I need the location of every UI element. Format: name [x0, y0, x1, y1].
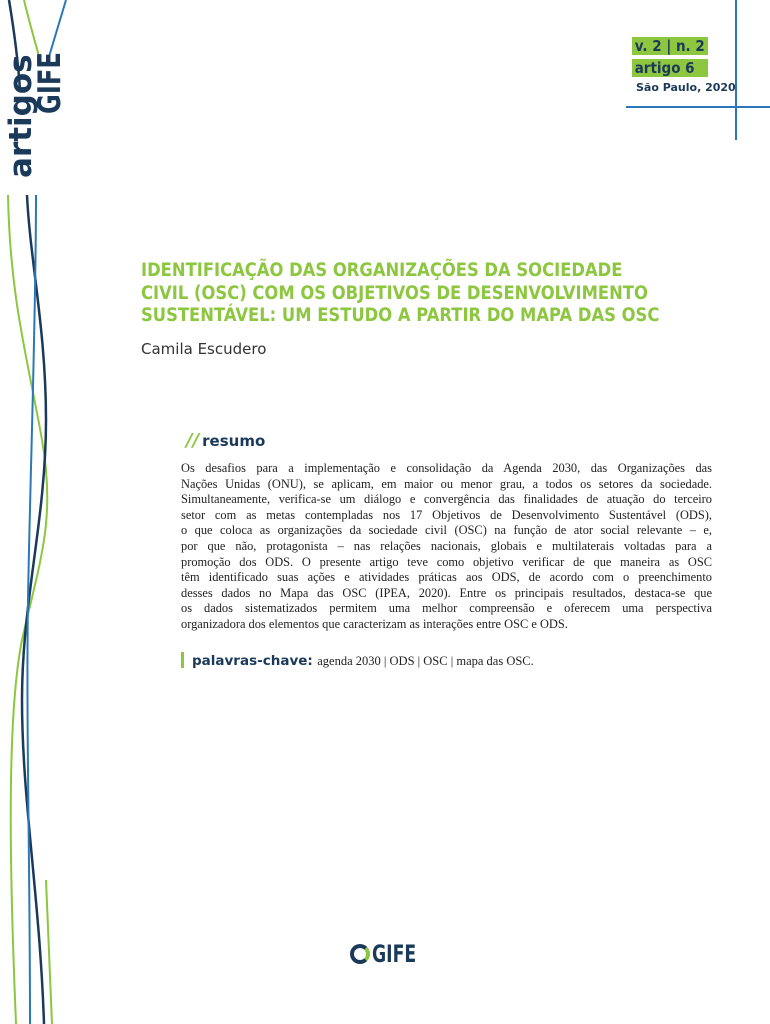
- keywords-text: agenda 2030 | ODS | OSC | mapa das OSC.: [317, 654, 534, 668]
- abstract-line: o que coloca as organizações da sociedade civil (OSC) na função de ator social relevante – e,: [181, 523, 712, 538]
- slashes-marker: //: [186, 430, 200, 451]
- abstract-line: setor com as metas contempladas nos 17 Objetivos de Desenvolvimento Sustentável (ODS),: [181, 507, 712, 522]
- article-title: [141, 260, 660, 328]
- side-brand: [3, 35, 68, 178]
- abstract-heading: [186, 430, 265, 451]
- abstract-line: têm identificado suas ações e atividades práticas aos ODS, de acordo com o preenchimento: [181, 570, 712, 585]
- article-badge: [632, 59, 708, 77]
- keywords-label: palavras-chave:: [192, 653, 313, 669]
- place-year: São Paulo, 2020: [636, 81, 736, 94]
- title-line: IDENTIFICAÇÃO DAS ORGANIZAÇÕES DA SOCIEDADE: [141, 260, 623, 281]
- abstract-line: promoção dos ODS. O presente artigo teve como objetivo verificar de que maneira as OSC: [181, 554, 712, 569]
- green-wave-line-3: [46, 880, 52, 1024]
- abstract-heading-text: resumo: [202, 432, 266, 450]
- article-text: artigo 6: [634, 59, 695, 77]
- issue-badge: [632, 37, 708, 55]
- brand-gife: GIFE: [32, 52, 68, 114]
- abstract-line: organizadora dos elementos que caracterizam as interações entre OSC e ODS.: [181, 616, 568, 631]
- title-line: CIVIL (OSC) COM OS OBJETIVOS DE DESENVOLVIMENTO: [141, 282, 648, 304]
- keyword-bar-marker: [181, 652, 184, 668]
- abstract-line: Simultaneamente, verifica-se um diálogo e convergência das finalidades de atuação do terceiro: [181, 492, 712, 507]
- abstract-body: [181, 461, 712, 633]
- abstract-line: por que não, protagonista – nas relações nacionais, globais e multilaterais voltadas para a: [181, 538, 712, 553]
- author-name: Camila Escudero: [141, 340, 267, 358]
- abstract-line: Os desafios para a implementação e consolidação da Agenda 2030, das Organizações das: [181, 461, 712, 475]
- abstract-line: Nações Unidas (ONU), se aplicam, em maior ou menor grau, a todos os setores da sociedade.: [181, 476, 712, 491]
- abstract-line: desses dados no Mapa das OSC (IPEA, 2020). Entre os principais resultados, destaca-se que: [181, 585, 712, 600]
- brand-artigos: artigos: [3, 54, 39, 178]
- gife-footer-logo: [350, 940, 422, 974]
- gife-ring-icon: [350, 944, 370, 964]
- title-line: SUSTENTÁVEL: UM ESTUDO A PARTIR DO MAPA DAS OSC: [141, 305, 660, 326]
- abstract-line: os dados sistematizados permitem uma melhor compreensão e oferecem uma perspectiva: [181, 601, 712, 616]
- issue-text: v. 2 | n. 2: [634, 37, 705, 55]
- keywords: [181, 652, 534, 670]
- gife-logo-text: GIFE: [372, 940, 417, 968]
